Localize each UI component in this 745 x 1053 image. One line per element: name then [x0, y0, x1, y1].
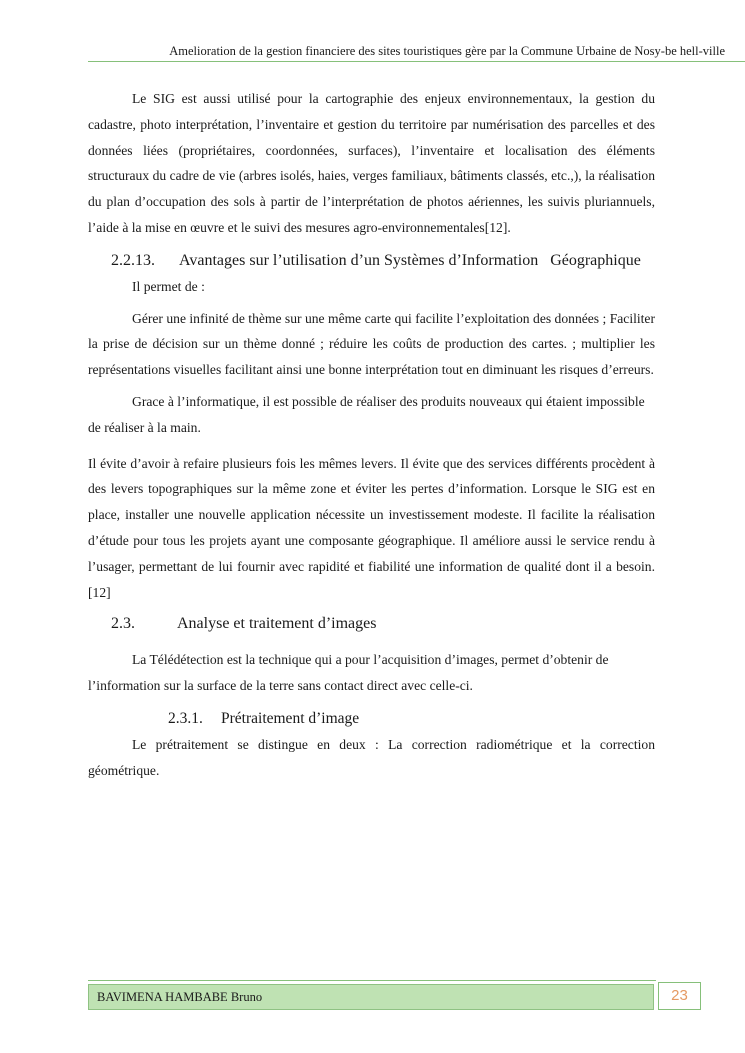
section-heading-2-3: [111, 611, 655, 637]
section-heading-2-3-1: [168, 706, 655, 732]
page-number: 23: [658, 982, 701, 1010]
section-heading-2-2-13: [111, 248, 655, 274]
section-number: 2.3.: [111, 615, 135, 633]
paragraph-pretraitement: Le prétraitement se distingue en deux : La correction radiométrique et la correction géométrique.: [88, 736, 655, 778]
paragraph-informatique: Grace à l’informatique, il est possible de réaliser des produits nouveaux qui étaient impossible de réaliser à la main.: [88, 393, 645, 435]
section-title: Prétraitement d’image: [221, 709, 360, 727]
paragraph-advantages: Gérer une infinité de thème sur une même carte qui facilite l’exploitation des données ; Faciliter la prise de décision sur un thème donné ; réduire les coûts de production des cartes. ; multiplier les représentations visuelles facilitant ainsi une bonne interprétation tout en diminuant les risques d’erreurs.: [88, 310, 655, 378]
paragraph-teledetection: La Télédétection est la technique qui a pour l’acquisition d’images, permet d’obtenir de l’information sur la surface de la terre sans contact direct avec celle-ci.: [88, 652, 609, 694]
paragraph-levers: Il évite d’avoir à refaire plusieurs fois les mêmes levers. Il évite que des services différents procèdent à des levers topographiques sur la même zone et éviter les pertes d’information. Lorsque le SIG est en place, installer une nouvelle application nécessite un investissement modeste. Il facilite la réalisation d’étude pour tous les projets ayant une composante géographique. Il améliore aussi le service rendu à l’usager, permettant de lui fournir avec rapidité et fiabilité une information de qualité dont il a besoin. [12]: [88, 455, 655, 600]
page-body: [88, 86, 655, 784]
footer-divider: [88, 980, 656, 981]
header-divider: [88, 61, 745, 62]
section-number: 2.2.13.: [111, 251, 155, 269]
running-header: Amelioration de la gestion financiere des sites touristiques gère par la Commune Urbaine de Nosy-be hell-ville: [169, 44, 725, 58]
section-title: Analyse et traitement d’images: [177, 615, 377, 633]
section-title: Avantages sur l’utilisation d’un Systèmes d’Information Géographique: [179, 251, 641, 269]
paragraph-sig-uses: Le SIG est aussi utilisé pour la cartographie des enjeux environnementaux, la gestion du cadastre, photo interprétation, l’inventaire et gestion du territoire par numérisation des parcelles et des données liées (propriétaires, coordonnées, surfaces), l’inventaire et localisation des éléments structuraux du cadre de vie (arbres isolés, haies, verges familiaux, bâtiments classés, etc.,), la réalisation du plan d’occupation des sols à partir de l’interprétation de photos aériennes, les suivis pluriannuels, l’aide à la mise en œuvre et le suivi des mesures agro-environnementales[12].: [88, 91, 655, 235]
paragraph-intro: Il permet de :: [132, 278, 205, 294]
section-number: 2.3.1.: [168, 709, 203, 727]
footer-author: BAVIMENA HAMBABE Bruno: [97, 990, 263, 1004]
